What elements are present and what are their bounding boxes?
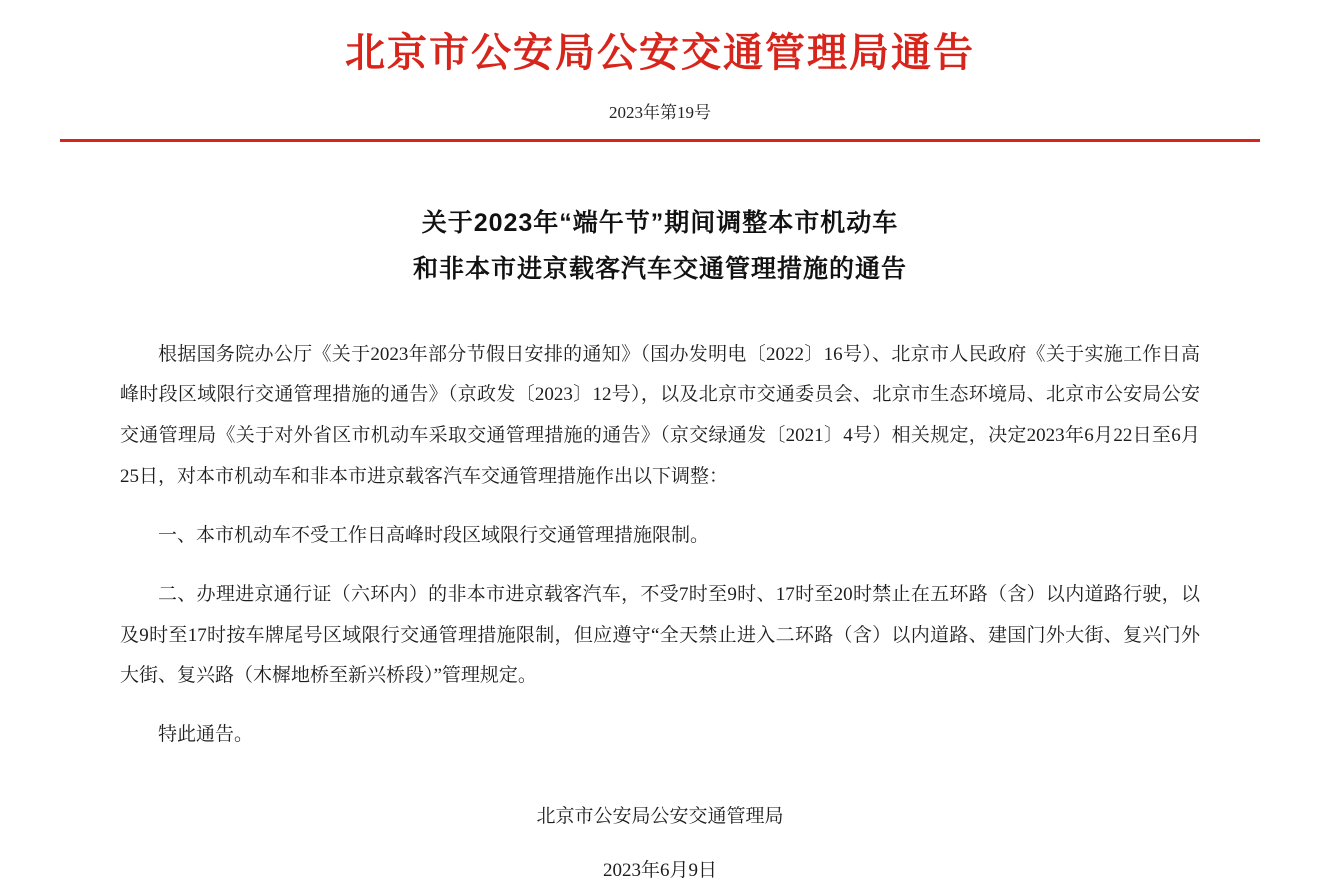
signature-block [120,794,1200,893]
document-title-line-1: 关于2023年“端午节”期间调整本市机动车 [421,209,899,237]
page-title: 北京市公安局公安交通管理局通告 [345,31,975,75]
document-title [120,200,1200,293]
document-paragraphs [120,335,1200,757]
red-rule [60,139,1260,142]
issuing-authority: 北京市公安局公安交通管理局 [536,806,784,828]
paragraph-closing: 特此通告。 [158,724,254,746]
paragraph-basis: 根据国务院办公厅《关于2023年部分节假日安排的通知》（国办发明电〔2022〕16号）、北京市人民政府《关于实施工作日高峰时段区域限行交通管理措施的通告》（京政发〔2023〕12号），以及北京市交通委员会、北京市生态环境局、北京市公安局公安交通管理局《关于对外省区市机动车采取交通管理措施的通告》（京交绿通发〔2021〕4号）相关规定，决定2023年6月22日至6月25日，对本市机动车和非本市进京载客汽车交通管理措施作出以下调整： [120,343,1200,488]
issue-date: 2023年6月9日 [602,859,717,881]
masthead-divider [60,139,1260,142]
document-body [60,200,1260,893]
paragraph-item-2: 二、办理进京通行证（六环内）的非本市进京载客汽车，不受7时至9时、17时至20时禁止在五环路（含）以内道路行驶，以及9时至17时按车牌尾号区域限行交通管理措施限制，但应遵守“全天禁止进入二环路（含）以内道路、建国门外大街、复兴门外大街、复兴路（木樨地桥至新兴桥段）”管理规定。 [120,583,1200,687]
document-title-line-2: 和非本市进京载客汽车交通管理措施的通告 [412,255,907,284]
issue-number: 2023年第19号 [609,103,711,122]
masthead [60,0,1260,123]
paragraph-item-1: 一、本市机动车不受工作日高峰时段区域限行交通管理措施限制。 [158,524,710,546]
